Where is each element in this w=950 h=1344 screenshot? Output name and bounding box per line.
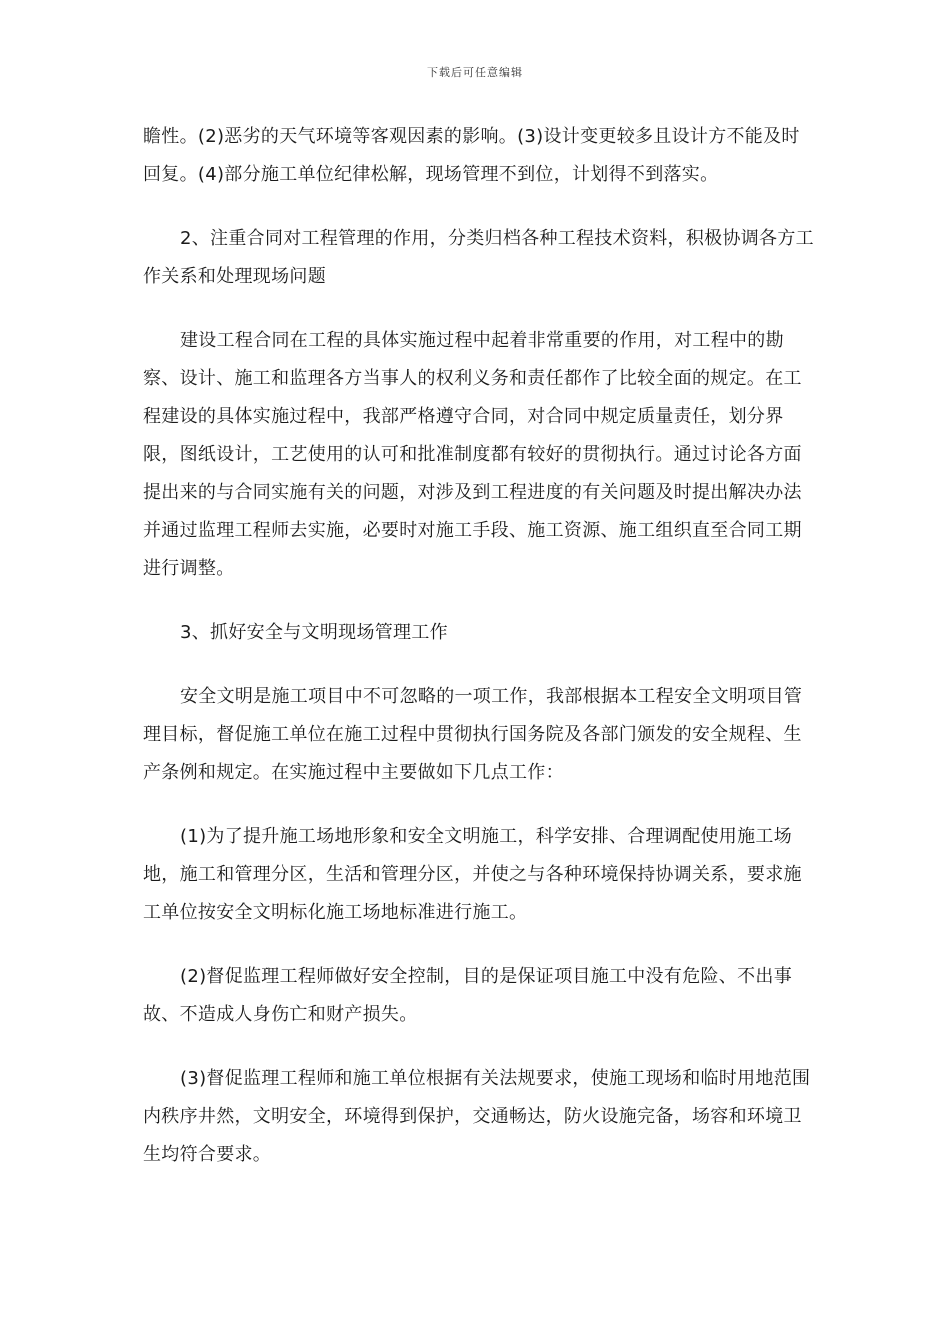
page-header: 下载后可任意编辑 [427,66,523,79]
paragraph-contract: 建设工程合同在工程的具体实施过程中起着非常重要的作用，对工程中的勘察、设计、施工和监理各方当事人的权利义务和责任都作了比较全面的规定。在工程建设的具体实施过程中，我部严格遵守合同，对合同中规定质量责任，划分界限，图纸设计，工艺使用的认可和批准制度都有较好的贯彻执行。通过讨论各方面提出来的与合同实施有关的问题，对涉及到工程进度的有关问题及时提出解决办法并通过监理工程师去实施，必要时对施工手段、施工资源、施工组织直至合同工期进行调整。 [143,330,802,579]
list-item-3: (3)督促监理工程师和施工单位根据有关法规要求，使施工现场和临时用地范围内秩序井然，文明安全，环境得到保护，交通畅达，防火设施完备，场容和环境卫生均符合要求。 [143,1068,811,1165]
section-heading-3: 3、抓好安全与文明现场管理工作 [180,622,448,643]
document-body [143,118,815,1174]
list-item-2: (2)督促监理工程师做好安全控制，目的是保证项目施工中没有危险、不出事故、不造成人身伤亡和财产损失。 [143,966,792,1025]
section-heading-2: 2、注重合同对工程管理的作用，分类归档各种工程技术资料，积极协调各方工作关系和处理现场问题 [143,228,814,287]
paragraph-safety: 安全文明是施工项目中不可忽略的一项工作，我部根据本工程安全文明项目管理目标，督促施工单位在施工过程中贯彻执行国务院及各部门颁发的安全规程、生产条例和规定。在实施过程中主要做如下几点工作： [143,686,803,783]
paragraph-continuation: 瞻性。(2)恶劣的天气环境等客观因素的影响。(3)设计变更较多且设计方不能及时回复。(4)部分施工单位纪律松解，现场管理不到位，计划得不到落实。 [143,126,800,185]
list-item-1: (1)为了提升施工场地形象和安全文明施工，科学安排、合理调配使用施工场地，施工和管理分区，生活和管理分区，并使之与各种环境保持协调关系，要求施工单位按安全文明标化施工场地标准进行施工。 [143,826,802,923]
